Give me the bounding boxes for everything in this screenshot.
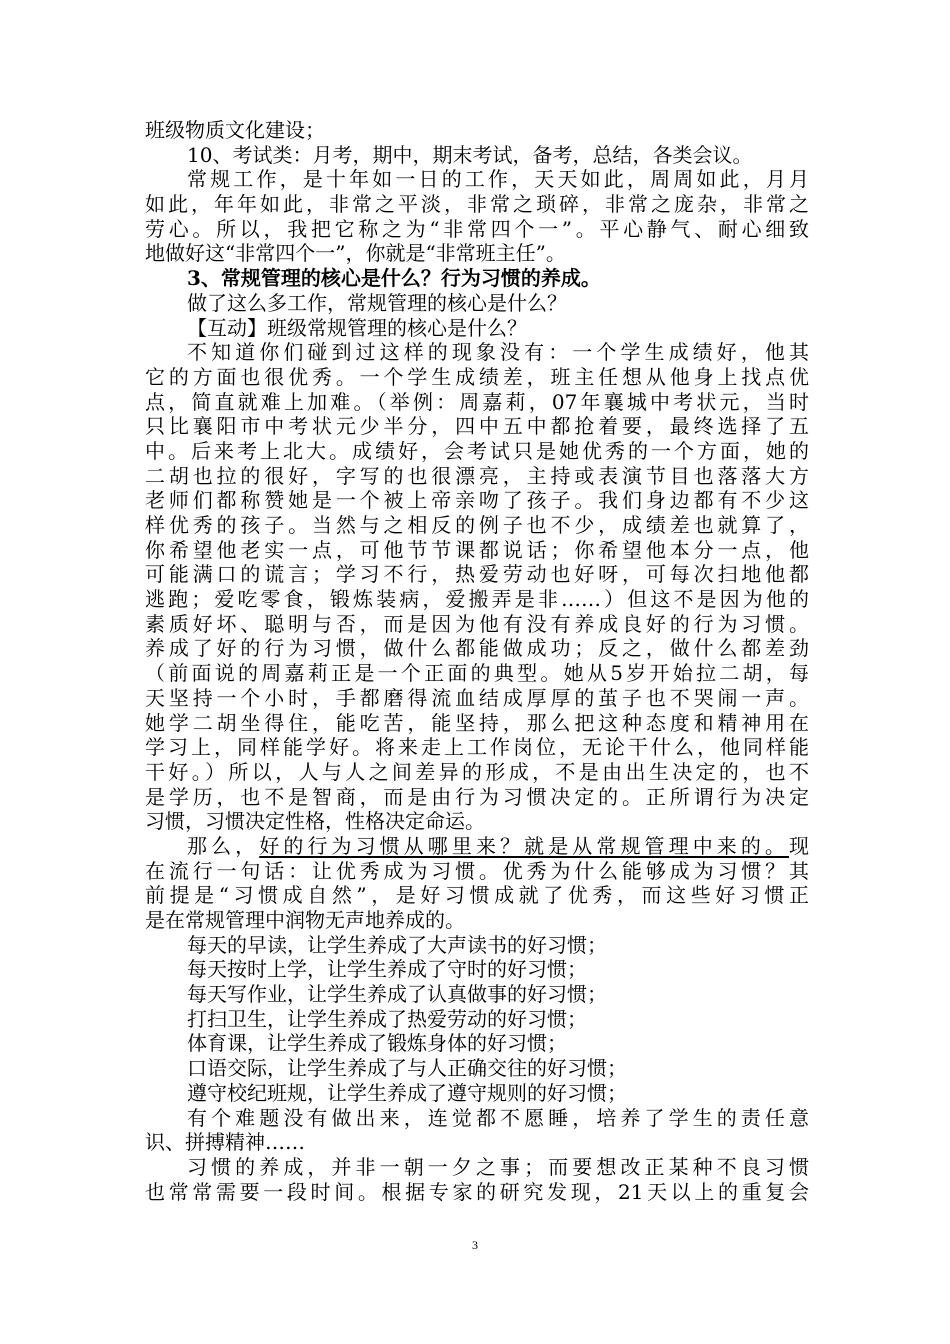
text-line: 也常常需要一段时间。根据专家的研究发现，21天以上的重复会 (145, 1179, 809, 1204)
text-line (145, 834, 809, 859)
text-line: 在流行一句话：让优秀成为习惯。优秀为什么能够成为习惯？其 (145, 858, 809, 883)
list-item: 打扫卫生，让学生养成了热爱劳动的好习惯； (187, 1006, 587, 1031)
text-line: 逃跑；爱吃零食，锻炼装病，爱搬弄是非……）但这不是因为他的 (145, 587, 809, 612)
text-segment: 那么， (187, 833, 260, 858)
text-line: 不知道你们碰到过这样的现象没有：一个学生成绩好，他其 (187, 340, 809, 365)
body-text (145, 118, 809, 1204)
list-item: 遵守校纪班规，让学生养成了遵守规则的好习惯； (187, 1080, 627, 1105)
text-line: 干好。）所以，人与人之间差异的形成，不是由出生决定的，也不 (145, 759, 809, 784)
text-line: 二胡也拉的很好，字写的也很漂亮，主持或表演节目也落落大方 (145, 463, 809, 488)
text-line: 她学二胡坐得住，能吃苦，能坚持，那么把这种态度和精神用在 (145, 710, 809, 735)
text-line: 天坚持一个小时，手都磨得流血结成厚厚的茧子也不哭闹一声。 (145, 685, 809, 710)
text-line: 学习上，同样能学好。将来走上工作岗位，无论干什么，他同样能 (145, 735, 809, 760)
text-line: 常规工作，是十年如一日的工作，天天如此，周周如此，月月 (187, 167, 809, 192)
text-line: 习惯，习惯决定性格，性格决定命运。 (145, 809, 485, 834)
text-line: （前面说的周嘉莉正是一个正面的典型。她从5岁开始拉二胡，每 (145, 661, 809, 686)
text-line: 做了这么多工作，常规管理的核心是什么？ (187, 290, 567, 315)
text-line: 地做好这“非常四个一”，你就是“非常班主任”。 (145, 241, 566, 266)
text-line: 素质好坏、聪明与否，而是因为他有没有养成良好的行为习惯。 (145, 611, 809, 636)
text-line: 是在常规管理中润物无声地养成的。 (145, 908, 465, 932)
text-line: 老师们都称赞她是一个被上帝亲吻了孩子。我们身边都有不少这 (145, 488, 809, 513)
text-line: 可能满口的谎言；学习不行，热爱劳动也好呀，可每次扫地他都 (145, 562, 809, 587)
text-line: 【互动】班级常规管理的核心是什么？ (187, 315, 527, 340)
text-line: 前提是“习惯成自然”，是好习惯成就了优秀，而这些好习惯正 (145, 883, 809, 908)
underlined-text: 好的行为习惯从哪里来？就是从常规管理中来的。 (259, 833, 790, 858)
page-number: 3 (472, 1238, 478, 1252)
text-line: 只比襄阳市中考状元少半分，四中五中都抢着要，最终选择了五 (145, 414, 809, 439)
text-line: 是学历，也不是智商，而是由行为习惯决定的。正所谓行为决定 (145, 784, 809, 809)
text-line: 识、拼搏精神…… (145, 1130, 305, 1155)
text-line: 它的方面也很优秀。一个学生成绩差，班主任想从他身上找点优 (145, 364, 809, 389)
list-item: 每天写作业，让学生养成了认真做事的好习惯； (187, 982, 607, 1007)
text-line: 有个难题没有做出来，连觉都不愿睡，培养了学生的责任意 (187, 1105, 809, 1130)
text-segment: 现 (789, 833, 809, 858)
section-heading: 3、常规管理的核心是什么？行为习惯的养成。 (187, 266, 601, 291)
text-line: 样优秀的孩子。当然与之相反的例子也不少，成绩差也就算了， (145, 513, 809, 537)
text-line: 你希望他老实一点，可他节节课都说话；你希望他本分一点，他 (145, 537, 809, 562)
text-line: 养成了好的行为习惯，做什么都能做成功；反之，做什么都差劲 (145, 636, 809, 661)
list-item: 每天的早读，让学生养成了大声读书的好习惯； (187, 932, 607, 957)
text-line: 点，简直就难上加难。（举例：周嘉莉，07年襄城中考状元，当时 (145, 389, 809, 414)
text-line: 习惯的养成，并非一朝一夕之事；而要想改正某种不良习惯 (187, 1154, 809, 1179)
list-item: 口语交际，让学生养成了与人正确交往的好习惯； (187, 1056, 627, 1081)
text-line: 如此，年年如此，非常之平淡，非常之琐碎，非常之庞杂，非常之 (145, 192, 809, 217)
text-line: 中。后来考上北大。成绩好，会考试只是她优秀的一个方面，她的 (145, 438, 809, 463)
list-item: 体育课，让学生养成了锻炼身体的好习惯； (187, 1031, 567, 1056)
list-item: 每天按时上学，让学生养成了守时的好习惯； (187, 957, 587, 982)
text-line: 班级物质文化建设； (145, 118, 325, 142)
text-line: 10、考试类：月考，期中，期末考试，备考，总结，各类会议。 (187, 142, 753, 167)
text-line: 劳心。所以，我把它称之为“非常四个一”。平心静气、耐心细致 (145, 216, 809, 241)
